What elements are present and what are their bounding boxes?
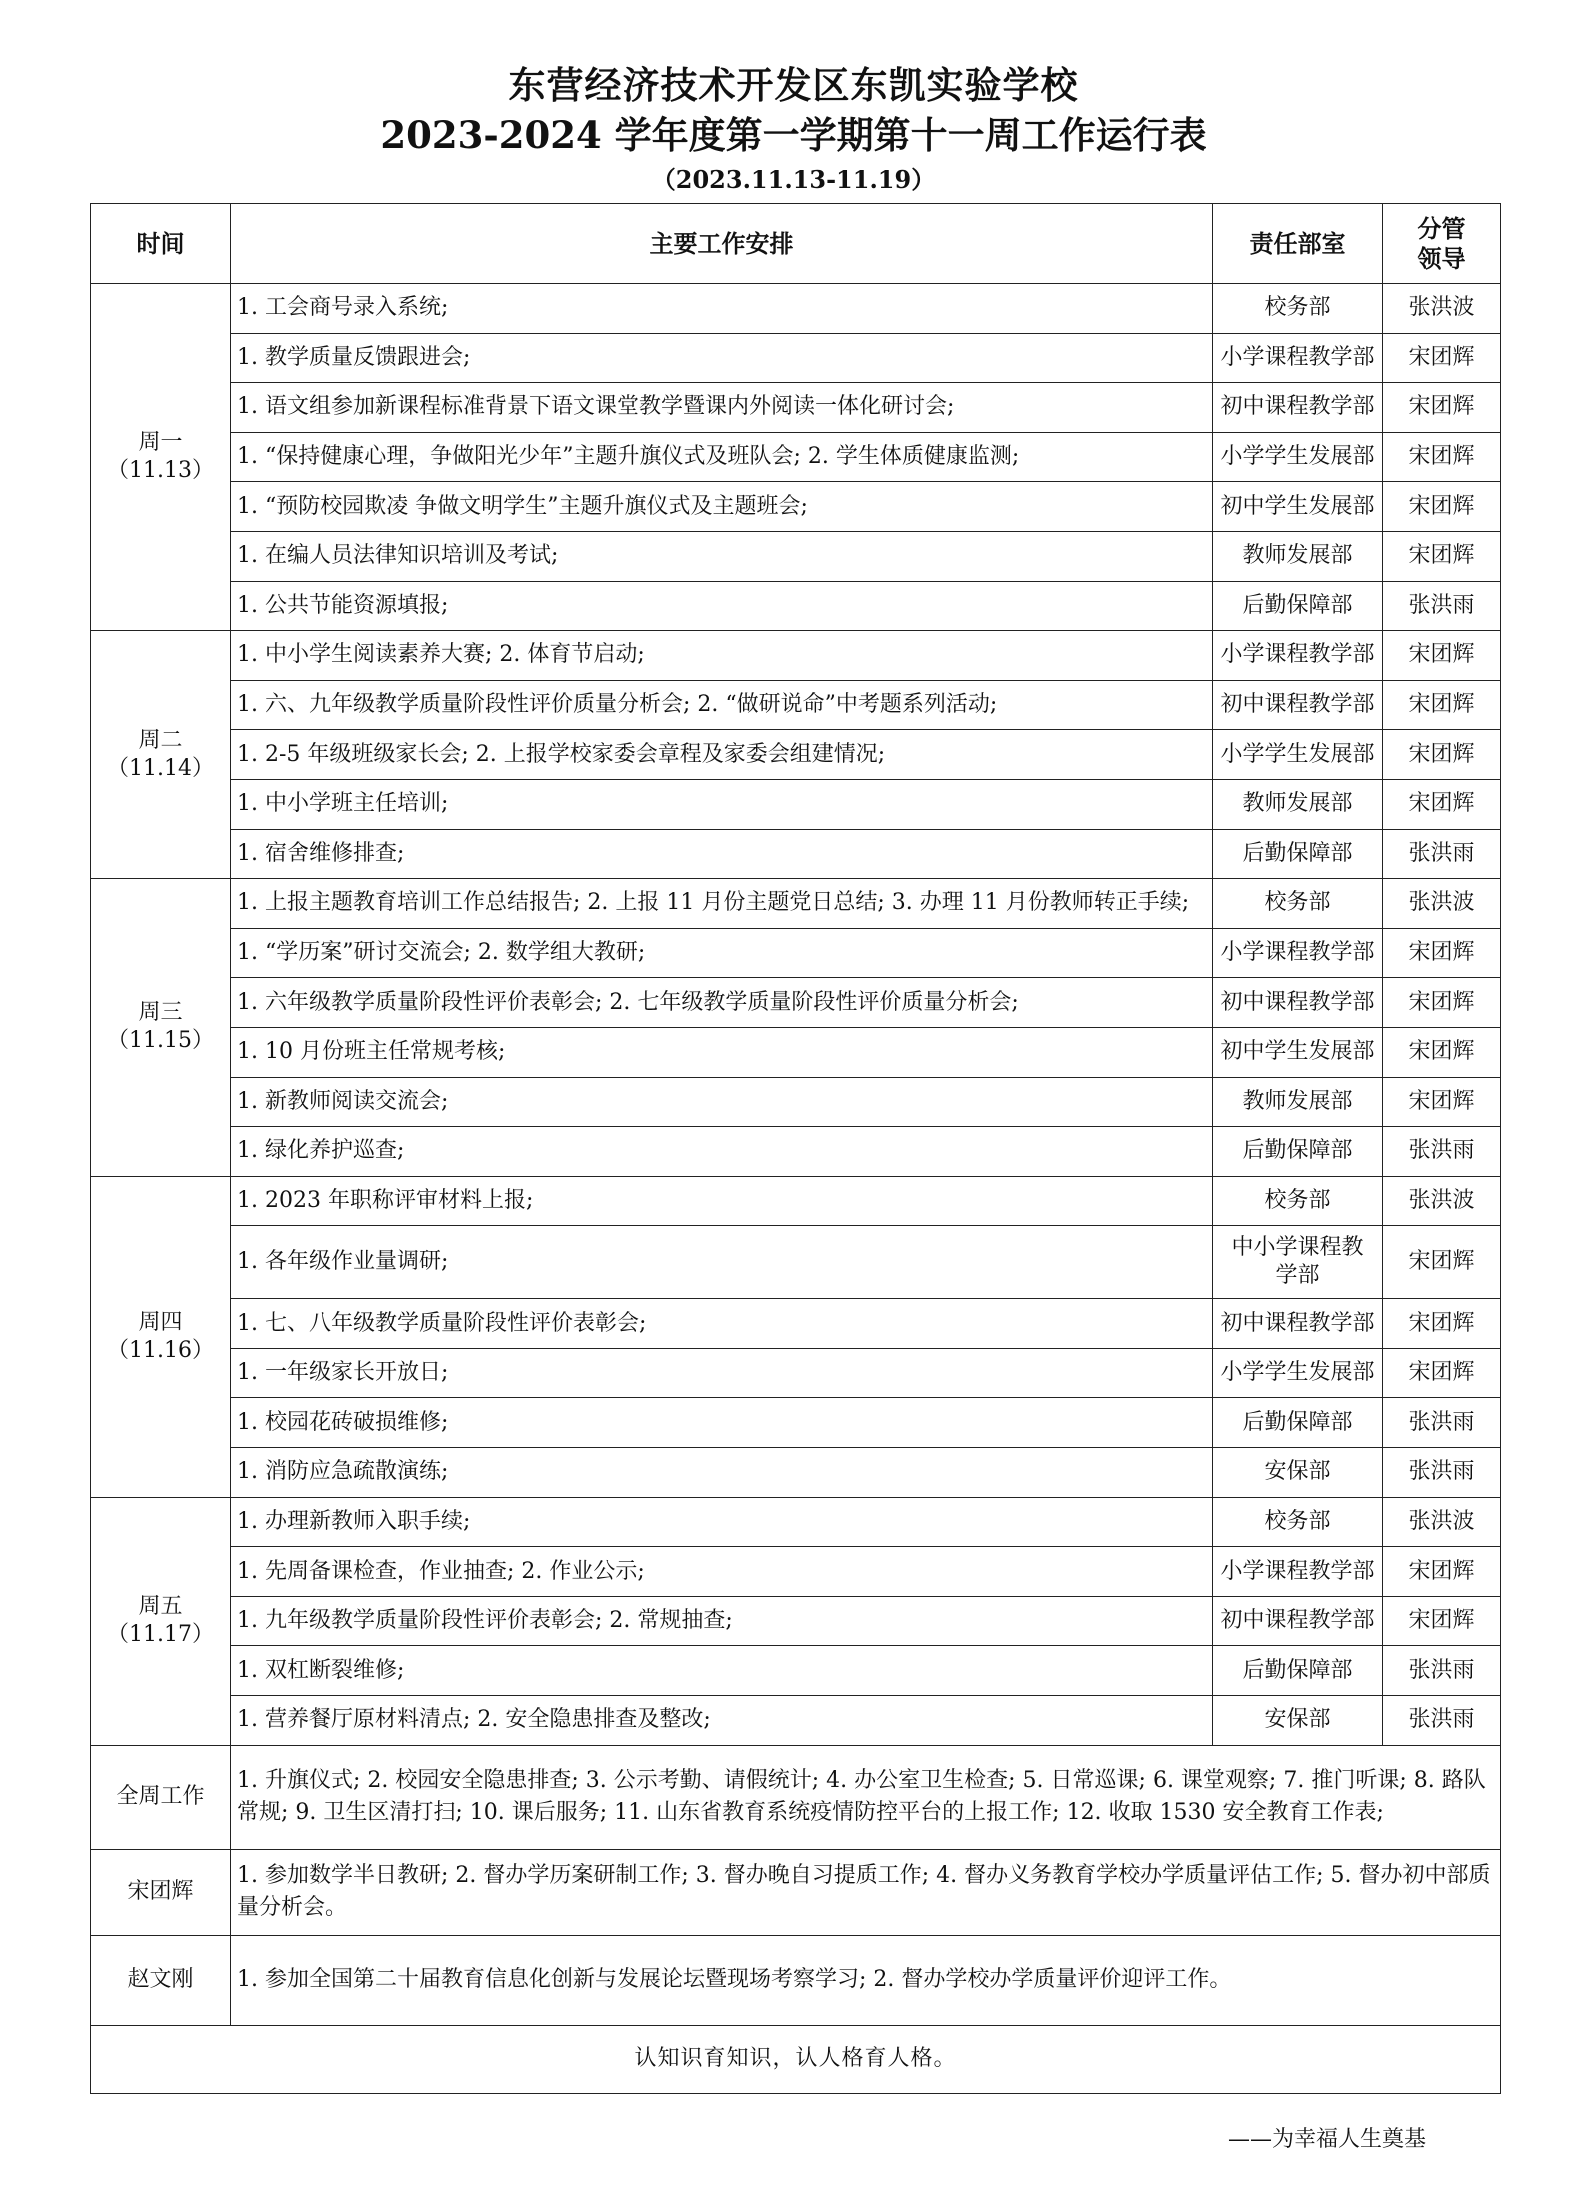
- table-row: [91, 581, 1501, 631]
- day-cell: [91, 1176, 231, 1497]
- school-name: 东营经济技术开发区东凯实验学校: [508, 63, 1079, 107]
- header-work: 主要工作安排: [231, 204, 1213, 284]
- dept-cell: 小学学生发展部: [1213, 730, 1383, 780]
- dept-cell: 小学课程教学部: [1213, 1547, 1383, 1597]
- dept-cell: 校务部: [1213, 1497, 1383, 1547]
- task-cell: 1. 各年级作业量调研;: [231, 1226, 1213, 1299]
- table-header-row: [91, 204, 1501, 284]
- task-cell: 1. 六、九年级教学质量阶段性评价质量分析会; 2. “做研说命”中考题系列活动;: [231, 680, 1213, 730]
- dept-cell: 安保部: [1213, 1448, 1383, 1498]
- task-cell: 1. 双杠断裂维修;: [231, 1646, 1213, 1696]
- lead-cell: 张洪雨: [1383, 581, 1501, 631]
- table-row: [91, 1696, 1501, 1746]
- lead-cell: 宋团辉: [1383, 383, 1501, 433]
- task-cell: 1. 中小学班主任培训;: [231, 779, 1213, 829]
- dept-cell: 后勤保障部: [1213, 829, 1383, 879]
- lead-cell: 宋团辉: [1383, 1348, 1501, 1398]
- table-row: [91, 1646, 1501, 1696]
- dept-cell: 教师发展部: [1213, 1077, 1383, 1127]
- task-cell: 1. 绿化养护巡查;: [231, 1127, 1213, 1177]
- task-cell: 1. 新教师阅读交流会;: [231, 1077, 1213, 1127]
- day-name: 周五: [138, 1594, 183, 1620]
- dept-cell: 后勤保障部: [1213, 1646, 1383, 1696]
- section-label: 赵文刚: [91, 1935, 231, 2025]
- dept-cell: 校务部: [1213, 1176, 1383, 1226]
- lead-cell: 宋团辉: [1383, 432, 1501, 482]
- lead-cell: 宋团辉: [1383, 680, 1501, 730]
- lead-cell: 宋团辉: [1383, 1596, 1501, 1646]
- lead-cell: 宋团辉: [1383, 1547, 1501, 1597]
- lead-cell: 宋团辉: [1383, 928, 1501, 978]
- section-label: 宋团辉: [91, 1849, 231, 1935]
- table-row: [91, 1299, 1501, 1349]
- dept-cell: 教师发展部: [1213, 531, 1383, 581]
- task-cell: 1. 先周备课检查，作业抽查; 2. 作业公示;: [231, 1547, 1213, 1597]
- table-row: [91, 1127, 1501, 1177]
- lead-cell: 张洪雨: [1383, 1696, 1501, 1746]
- motto: 认知识育知识，认人格育人格。: [91, 2025, 1501, 2093]
- task-cell: 1. 校园花砖破损维修;: [231, 1398, 1213, 1448]
- lead-cell: 张洪雨: [1383, 1398, 1501, 1448]
- day-date: （11.17）: [107, 1622, 214, 1648]
- table-row: [91, 1497, 1501, 1547]
- lead-cell: 张洪波: [1383, 1497, 1501, 1547]
- task-cell: 1. 一年级家长开放日;: [231, 1348, 1213, 1398]
- lead-cell: 宋团辉: [1383, 779, 1501, 829]
- dept-cell: 后勤保障部: [1213, 581, 1383, 631]
- lead-cell: 宋团辉: [1383, 978, 1501, 1028]
- table-row: [91, 1448, 1501, 1498]
- table-row: [91, 333, 1501, 383]
- task-cell: 1. 2-5 年级班级家长会; 2. 上报学校家委会章程及家委会组建情况;: [231, 730, 1213, 780]
- lead-cell: 张洪波: [1383, 1176, 1501, 1226]
- task-cell: 1. “学历案”研讨交流会; 2. 数学组大教研;: [231, 928, 1213, 978]
- table-row: [91, 1348, 1501, 1398]
- day-name: 周三: [138, 1000, 183, 1026]
- task-cell: 1. 工会商号录入系统;: [231, 284, 1213, 334]
- table-row: [91, 284, 1501, 334]
- lead-cell: 宋团辉: [1383, 333, 1501, 383]
- task-cell: 1. 宿舍维修排查;: [231, 829, 1213, 879]
- task-cell: 1. 10 月份班主任常规考核;: [231, 1027, 1213, 1077]
- header-dept: 责任部室: [1213, 204, 1383, 284]
- date-range: （2023.11.13-11.19）: [651, 165, 936, 194]
- lead-cell: 宋团辉: [1383, 1226, 1501, 1299]
- table-row: [91, 482, 1501, 532]
- task-cell: 1. 九年级教学质量阶段性评价表彰会; 2. 常规抽查;: [231, 1596, 1213, 1646]
- lead-cell: 张洪波: [1383, 284, 1501, 334]
- dept-cell: 校务部: [1213, 879, 1383, 929]
- task-cell: 1. 语文组参加新课程标准背景下语文课堂教学暨课内外阅读一体化研讨会;: [231, 383, 1213, 433]
- dept-cell: 小学课程教学部: [1213, 333, 1383, 383]
- dept-cell: 小学课程教学部: [1213, 631, 1383, 681]
- header-lead-text: 分管领导: [1417, 213, 1466, 273]
- motto-row: [91, 2025, 1501, 2093]
- lead-cell: 宋团辉: [1383, 531, 1501, 581]
- dept-cell: 后勤保障部: [1213, 1398, 1383, 1448]
- day-cell: [91, 631, 231, 879]
- task-cell: 1. 七、八年级教学质量阶段性评价表彰会;: [231, 1299, 1213, 1349]
- day-name: 周一: [138, 430, 183, 456]
- section-row: [91, 1935, 1501, 2025]
- dept-cell: 教师发展部: [1213, 779, 1383, 829]
- task-cell: 1. 营养餐厅原材料清点; 2. 安全隐患排查及整改;: [231, 1696, 1213, 1746]
- table-row: [91, 730, 1501, 780]
- schedule-body: [91, 284, 1501, 1746]
- lead-cell: 宋团辉: [1383, 1027, 1501, 1077]
- dept-cell: 后勤保障部: [1213, 1127, 1383, 1177]
- task-cell: 1. 公共节能资源填报;: [231, 581, 1213, 631]
- dept-cell: 初中课程教学部: [1213, 383, 1383, 433]
- task-cell: 1. 在编人员法律知识培训及考试;: [231, 531, 1213, 581]
- table-row: [91, 1547, 1501, 1597]
- section-text: 1. 参加全国第二十届教育信息化创新与发展论坛暨现场考察学习; 2. 督办学校办学质量评价迎评工作。: [231, 1935, 1501, 2025]
- section-text: 1. 参加数学半日教研; 2. 督办学历案研制工作; 3. 督办晚自习提质工作; 4. 督办义务教育学校办学质量评估工作; 5. 督办初中部质量分析会。: [231, 1849, 1501, 1935]
- header-time: 时间: [91, 204, 231, 284]
- table-row: [91, 432, 1501, 482]
- lead-cell: 张洪雨: [1383, 1127, 1501, 1177]
- section-label: 全周工作: [91, 1745, 231, 1849]
- dept-cell: 初中课程教学部: [1213, 978, 1383, 1028]
- title-block: [0, 60, 1587, 198]
- lead-cell: 宋团辉: [1383, 1299, 1501, 1349]
- schedule-title: 2023-2024 学年度第一学期第十一周工作运行表: [380, 113, 1207, 157]
- table-row: [91, 1077, 1501, 1127]
- table-row: [91, 879, 1501, 929]
- dept-cell: 初中课程教学部: [1213, 1299, 1383, 1349]
- dept-cell: 中小学课程教学部: [1213, 1226, 1383, 1299]
- day-name: 周二: [138, 727, 183, 753]
- dept-cell: 初中课程教学部: [1213, 680, 1383, 730]
- task-cell: 1. 上报主题教育培训工作总结报告; 2. 上报 11 月份主题党日总结; 3. 办理 11 月份教师转正手续;: [231, 879, 1213, 929]
- table-row: [91, 1226, 1501, 1299]
- dept-cell: 小学学生发展部: [1213, 432, 1383, 482]
- section-text: 1. 升旗仪式; 2. 校园安全隐患排查; 3. 公示考勤、请假统计; 4. 办公室卫生检查; 5. 日常巡课; 6. 课堂观察; 7. 推门听课; 8. 路队常规; 9. 卫生区清打扫; 10. 课后服务; 11. 山东省教育系统疫情防控平台的上报工作; 12. 收取 1530 安全教育工作表;: [231, 1745, 1501, 1849]
- task-cell: 1. “预防校园欺凌 争做文明学生”主题升旗仪式及主题班会;: [231, 482, 1213, 532]
- task-cell: 1. 消防应急疏散演练;: [231, 1448, 1213, 1498]
- table-row: [91, 1596, 1501, 1646]
- table-row: [91, 680, 1501, 730]
- dept-cell: 校务部: [1213, 284, 1383, 334]
- task-cell: 1. 中小学生阅读素养大赛; 2. 体育节启动;: [231, 631, 1213, 681]
- summary-body: [91, 1745, 1501, 2093]
- header-lead: [1383, 204, 1501, 284]
- table-row: [91, 978, 1501, 1028]
- day-date: （11.13）: [107, 458, 214, 484]
- table-row: [91, 631, 1501, 681]
- dept-cell: 小学学生发展部: [1213, 1348, 1383, 1398]
- table-row: [91, 1398, 1501, 1448]
- lead-cell: 张洪雨: [1383, 829, 1501, 879]
- lead-cell: 宋团辉: [1383, 631, 1501, 681]
- table-row: [91, 1027, 1501, 1077]
- section-row: [91, 1849, 1501, 1935]
- dept-cell: 小学课程教学部: [1213, 928, 1383, 978]
- table-row: [91, 779, 1501, 829]
- task-cell: 1. 六年级教学质量阶段性评价表彰会; 2. 七年级教学质量阶段性评价质量分析会;: [231, 978, 1213, 1028]
- table-row: [91, 383, 1501, 433]
- lead-cell: 张洪雨: [1383, 1646, 1501, 1696]
- dept-cell: 初中课程教学部: [1213, 1596, 1383, 1646]
- section-row: [91, 1745, 1501, 1849]
- day-date: （11.15）: [107, 1028, 214, 1054]
- lead-cell: 宋团辉: [1383, 1077, 1501, 1127]
- lead-cell: 宋团辉: [1383, 730, 1501, 780]
- lead-cell: 宋团辉: [1383, 482, 1501, 532]
- dept-cell: 安保部: [1213, 1696, 1383, 1746]
- day-cell: [91, 1497, 231, 1745]
- lead-cell: 张洪波: [1383, 879, 1501, 929]
- table-row: [91, 1176, 1501, 1226]
- task-cell: 1. 2023 年职称评审材料上报;: [231, 1176, 1213, 1226]
- table-row: [91, 928, 1501, 978]
- task-cell: 1. 教学质量反馈跟进会;: [231, 333, 1213, 383]
- day-cell: [91, 879, 231, 1177]
- schedule-table: [90, 203, 1501, 2094]
- day-name: 周四: [138, 1309, 183, 1335]
- task-cell: 1. “保持健康心理，争做阳光少年”主题升旗仪式及班队会; 2. 学生体质健康监测;: [231, 432, 1213, 482]
- table-row: [91, 829, 1501, 879]
- table-row: [91, 531, 1501, 581]
- day-date: （11.16）: [107, 1337, 214, 1363]
- task-cell: 1. 办理新教师入职手续;: [231, 1497, 1213, 1547]
- signature: ——为幸福人生奠基: [1228, 2127, 1427, 2152]
- dept-cell: 初中学生发展部: [1213, 482, 1383, 532]
- dept-cell: 初中学生发展部: [1213, 1027, 1383, 1077]
- day-cell: [91, 284, 231, 631]
- day-date: （11.14）: [107, 755, 214, 781]
- lead-cell: 张洪雨: [1383, 1448, 1501, 1498]
